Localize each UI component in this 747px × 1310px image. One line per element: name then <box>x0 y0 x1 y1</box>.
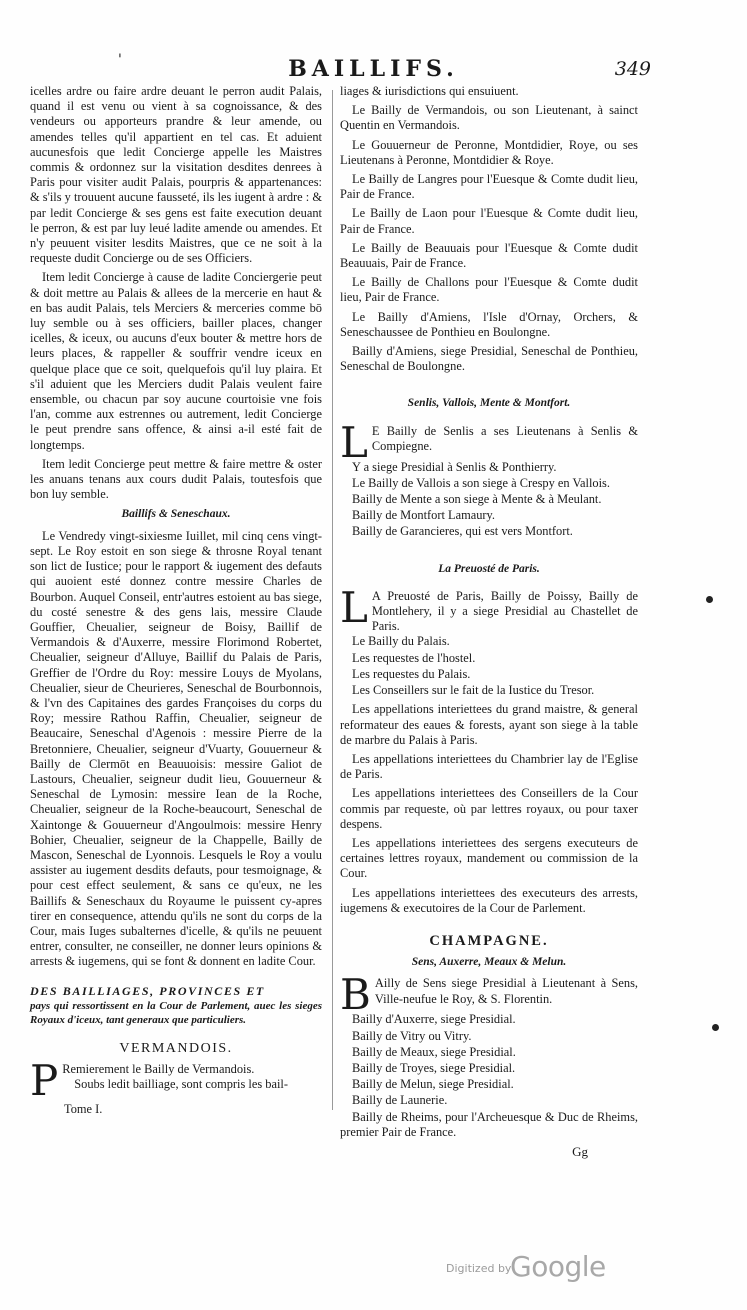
paragraph: Le Bailly d'Amiens, l'Isle d'Ornay, Orchers, & Seneschaussee de Ponthieu en Boulongne. <box>340 309 638 339</box>
watermark-prefix: Digitized by <box>446 1262 512 1275</box>
subheading: Sens, Auxerre, Meaux & Melun. <box>411 956 567 969</box>
column-rule <box>332 90 333 1110</box>
list-item: Le Bailly du Palais. <box>352 634 450 649</box>
drop-cap: L <box>340 417 368 467</box>
paragraph: Le Bailly de Vermandois, ou son Lieutenant, à sainct Quentin en Vermandois. <box>340 103 638 133</box>
subheading: Senlis, Vallois, Mente & Montfort. <box>407 397 571 410</box>
paragraph: Les appellations interiettees des sergens executeurs de certaines lettres royaux, mandement ou commission de la Cour. <box>340 835 638 881</box>
paragraph: Le Vendredy vingt-sixiesme Iuillet, mil cinq cens vingt-sept. Le Roy estoit en son siege & throsne Royal tenant son lict de Iustice; pour le rapport & iugement des defauts qui auoient esté donnez contre messire Charles de Bourbon. Auquel Conseil, entr'autres estoient au bas siege, du costé senestre & des gens lais, messire Claude Gouffier, Cheualier, seigneur de Boisy, Baillif de Vermandois & d'Auxerre, messire Florimond Robertet, Cheualier, seigneur d'Alluye, Baillif du Palais de Paris, Greffier de l'Ordre du Roy: messire Louys de Myolans, Cheualier, sieur de Cheurieres, Seneschal de Bourbonnois, & l'vn des Capitaines des gardes Françoises du corps du Roy; messire Rathou Raffin, Cheualier, seigneur de Beaucaire, Seneschal d'Agenois : messire Pierre de la Bretonniere, Cheualier, seigneur d'Vuarty, Gouuerneur & Bailly de Clermōt en Beauuoisis: messire Galiot de Lastours, Cheualier, seigneur dudit lieu, Gouuerneur & Seneschal de Lymosin: messire Iean de la Roche, Cheualier, seigneur de la Roche-beaucourt, Seneschal de Xaintonge & Gouuerneur d'Angoulmois: messire Henry Bohier, Cheualier, seigneur de la Chappelle, Bailly de Mascon, Seneschal de Lyonnois. Lesquels le Roy a voulu assister au iugement desdits defauts, pour tesmoignage, & pour cest effect seulement, & sans ce qu'eux, ne les Baillifs & Seneschaux du Royaume le puissent cy-apres tirer en consequence, attendu qu'ils ne sont du corps de la Cour, mais Iuges subalternes d'icelle, & qu'ils ne peuuent entrer, consulter, ne conseiller, ne donner leurs opinions & arrests & iugemens, qui se font & donnent en ladite Cour. <box>30 528 322 969</box>
signature-mark: Gg <box>572 1143 588 1159</box>
printer-mark: ' <box>118 52 122 68</box>
list-item: Les requestes du Palais. <box>352 666 471 681</box>
list-item: Bailly de Montfort Lamaury. <box>352 508 496 523</box>
list-item: E Bailly de Senlis a ses Lieutenans à Senlis & Compiegne. <box>371 423 638 453</box>
list-item: Le Bailly de Vallois a son siege à Crespy en Vallois. <box>352 475 610 490</box>
section-heading: DES BAILLIAGES, PROVINCES ET <box>30 983 265 998</box>
list-item: Bailly de Vitry ou Vitry. <box>352 1028 472 1043</box>
paragraph: Les appellations interiettees des executeurs des arrests, iugemens & executoires de la Cour de Parlement. <box>340 885 638 915</box>
paragraph: Bailly d'Amiens, siege Presidial, Seneschal de Ponthieu, Seneschal de Boulongne. <box>340 344 638 374</box>
list-item: Bailly de Garancieres, qui est vers Montfort. <box>352 524 573 539</box>
list-item: Bailly de Mente a son siege à Mente & à Meulant. <box>352 492 602 507</box>
list-item: Y a siege Presidial à Senlis & Ponthierry. <box>352 459 557 474</box>
subheading: La Preuosté de Paris. <box>438 562 540 575</box>
paragraph: Bailly de Rheims, pour l'Archeuesque & Duc de Rheims, premier Pair de France. <box>340 1109 638 1139</box>
paragraph: Le Bailly de Laon pour l'Euesque & Comte dudit lieu, Pair de France. <box>340 206 638 236</box>
paragraph: A Preuosté de Paris, Bailly de Poissy, Bailly de Montlehery, il y a siege Presidial au Chastellet de Paris. <box>371 588 638 634</box>
list-item: Bailly de Melun, siege Presidial. <box>352 1077 514 1092</box>
list-item: Bailly de Troyes, siege Presidial. <box>352 1060 516 1075</box>
paragraph: Le Bailly de Challons pour l'Euesque & Comte dudit lieu, Pair de France. <box>340 275 638 305</box>
drop-cap: L <box>340 582 368 632</box>
drop-cap: P <box>30 1055 59 1105</box>
paragraph: Les appellations interiettees des Conseillers de la Cour commis par requeste, où par lettres royaux, ou pour taxer despens. <box>340 786 638 831</box>
right-column <box>340 84 638 1159</box>
list-item: Bailly de Meaux, siege Presidial. <box>352 1044 516 1059</box>
subheading: Baillifs & Seneschaux. <box>121 508 231 521</box>
list-item: Bailly de Launerie. <box>352 1093 448 1108</box>
paragraph: Item ledit Concierge à cause de ladite Conciergerie peut & doit mettre au Palais & allees de la mercerie en haut & en bas audit Palais, tels Merciers & merceries comme bō luy semble ou à ses officiers, bailler places, changer icelles, & iceux, ou aucuns d'eux bouter & mettre hors de leurs places, & rappeller & souffrir vendre iceux en quelque place que ce soit, quelquefois qu'il luy plaira. Et s'il aduient que les Merciers dudit Palais veulent faire ensemble, ou chacun par soy aucune courtoisie vne fois l'an, comme aux estrennes ou autrement, ledit Concierge le peut prendre sans offence, & ainsi a-il esté fait de longtemps. <box>30 270 322 452</box>
list-item: Ailly de Sens siege Presidial à Lieutenant à Sens, Ville-neufue le Roy, & S. Florentin. <box>374 976 638 1006</box>
google-logo: Google <box>510 1250 606 1283</box>
running-head: BAILLIFS. <box>288 56 459 82</box>
paragraph: liages & iurisdictions qui ensuiuent. <box>340 84 519 98</box>
list-item: Les requestes de l'hostel. <box>352 650 476 665</box>
section-subheading: pays qui ressortissent en la Cour de Parlement, auec les sieges Royaux d'iceux, tant generaux que particuliers. <box>30 999 322 1026</box>
paragraph: Les Conseillers sur le fait de la Iustice du Tresor. <box>352 683 595 698</box>
paragraph: Les appellations interiettees du grand maistre, & general reformateur des eaues & forests, ayant son siege à la table de marbre du Palais à Paris. <box>340 702 638 747</box>
drop-cap: B <box>340 970 371 1020</box>
section-title: VERMANDOIS. <box>119 1040 233 1056</box>
list-item: Bailly d'Auxerre, siege Presidial. <box>352 1012 516 1027</box>
paragraph: Le Bailly de Langres pour l'Euesque & Comte dudit lieu, Pair de France. <box>340 172 638 202</box>
ink-dot <box>712 1024 719 1031</box>
tome-label: Tome I. <box>64 1101 103 1116</box>
paragraph: Le Bailly de Beauuais pour l'Euesque & Comte dudit Beauuais, Pair de France. <box>340 240 638 271</box>
paragraph: Item ledit Concierge peut mettre & faire mettre & oster les anuans tenans aux cours dudit Palais, toutesfois que bon luy semble. <box>30 456 322 502</box>
left-column <box>30 84 322 1117</box>
paragraph: Le Gouuerneur de Peronne, Montdidier, Roye, ou ses Lieutenans à Peronne, Montdidier & Roye. <box>340 137 638 167</box>
paragraph: Soubs ledit bailliage, sont compris les bail- <box>74 1077 288 1092</box>
section-title: CHAMPAGNE. <box>429 932 549 949</box>
paragraph: Remierement le Bailly de Vermandois. <box>62 1061 255 1076</box>
ink-dot <box>706 596 713 603</box>
page-number: 349 <box>614 58 651 80</box>
paragraph: Les appellations interiettees du Chambrier lay de l'Eglise de Paris. <box>340 751 638 782</box>
paragraph: icelles ardre ou faire ardre deuant le perron audit Palais, quand il est venu ou vient à sa cognoissance, & des vendeurs ou apporteurs prandre & leur amende, ou amendes telles qu'il appartient en tel cas. Et aduient aucunesfois que ledit Concierge appelle les Maistres commis & ordonnez sur la visitation desdites denrees à Paris pour visiter audit Palais, pourpris & appartenances: & s'ils y trouuent aucune fausseté, ils les iugent à ardre : & par ledit Concierge & ses gens est faite execution deuant le perron, & est par luy leué ladite amende ou amendes. Et n'y peuuent visiter lesdits Maistres, que ce ne soit à la requeste dudit Concierge ou de ses Officiers. <box>30 84 322 266</box>
